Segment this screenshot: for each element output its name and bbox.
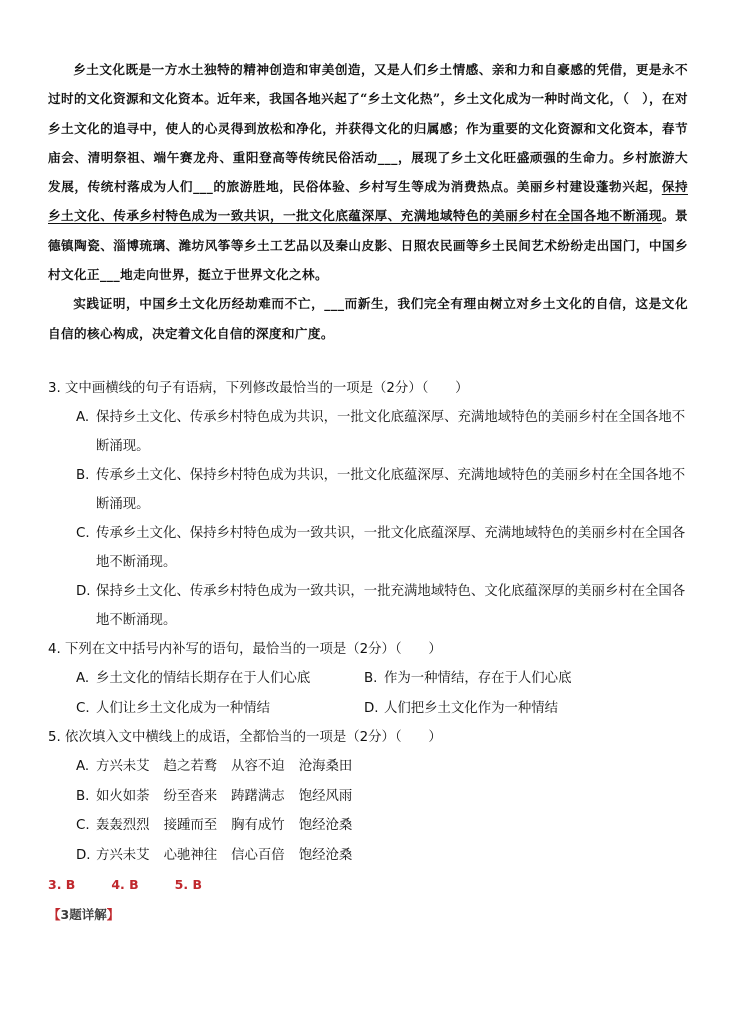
passage-paragraph-1: 乡土文化既是一方水土独特的精神创造和审美创造，又是人们乡土情感、亲和力和自豪感的凭借，更是永不过时的文化资源和文化资本。近年来，我国各地兴起了“乡土文化热”，乡土文化成为一种时尚文化，（ ），在对乡土文化的追寻中，使人的心灵得到放松和净化，并获得文化的归属感；作为重要的文化资源和文化资本，春节庙会、清明祭祖、端午赛龙舟、重阳登高等传统民俗活动___，展现了乡土文化旺盛顽强的生命力。乡村旅游大发展，传统村落成为人们___的旅游胜地，民俗体验、乡村写生等成为消费热点。美丽乡村建设蓬勃兴起，保持乡土文化、传承乡村特色成为一致共识，一批文化底蕴深厚、充满地域特色的美丽乡村在全国各地不断涌现。景德镇陶瓷、淄博琉璃、潍坊风筝等乡土工艺品以及秦山皮影、日照农民画等乡土民间艺术纷纷走出国门，中国乡村文化正___地走向世界，挺立于世界文化之林。 — [48, 62, 688, 283]
question-3-option-c: C. 传承乡土文化、保持乡村特色成为一致共识，一批文化底蕴深厚、充满地域特色的美丽乡村在全国各地不断涌现。 — [76, 526, 686, 570]
answer-key — [48, 877, 238, 892]
answer-3: 3. B — [48, 877, 76, 892]
question-4-row-2 — [48, 694, 688, 724]
answer-5: 5. B — [174, 877, 202, 892]
answer-4: 4. B — [111, 877, 139, 892]
passage-paragraph-2: 实践证明，中国乡土文化历经劫难而不亡，___而新生，我们完全有理由树立对乡土文化的自信，这是文化自信的核心构成，决定着文化自信的深度和广度。 — [48, 296, 688, 341]
detail-heading: 【3题详解】 — [48, 907, 120, 922]
blank-1: ___ — [377, 149, 398, 165]
question-5-stem: 5. 依次填入文中横线上的成语，全都恰当的一项是（2分）（ ） — [48, 730, 442, 745]
question-4-option-a: A. 乡土文化的情结长期存在于人们心底 — [76, 671, 311, 686]
questions — [48, 374, 688, 870]
question-4-row-1 — [48, 664, 688, 694]
question-5-option-a: A. 方兴未艾 趋之若鹜 从容不迫 沧海桑田 — [76, 759, 353, 774]
question-5-option-d: D. 方兴未艾 心驰神往 信心百倍 饱经沧桑 — [76, 847, 353, 863]
question-5-option-c: C. 轰轰烈烈 接踵而至 胸有成竹 饱经沧桑 — [76, 818, 353, 833]
question-4-option-c: C. 人们让乡土文化成为一种情结 — [76, 700, 271, 716]
question-4-stem: 4. 下列在文中括号内补写的语句，最恰当的一项是（2分）（ ） — [48, 642, 442, 657]
question-3-option-d: D. 保持乡土文化、传承乡村特色成为一致共识，一批充满地域特色、文化底蕴深厚的美丽乡村在全国各地不断涌现。 — [76, 584, 686, 628]
question-4-option-d: D. 人们把乡土文化作为一种情结 — [364, 700, 559, 716]
reading-passage — [48, 55, 688, 348]
blank-4: ___ — [324, 296, 345, 312]
question-3-option-b: B. 传承乡土文化、保持乡村特色成为共识，一批文化底蕴深厚、充满地域特色的美丽乡村在全国各地不断涌现。 — [76, 468, 686, 512]
underlined-sentence: 保持乡土文化、传承乡村特色成为一致共识，一批文化底蕴深厚、充满地域特色的美丽乡村在全国各地不断涌现 — [48, 179, 688, 224]
blank-2: ___ — [193, 179, 214, 195]
question-4-option-b: B. 作为一种情结，存在于人们心底 — [364, 671, 572, 686]
question-3-option-a: A. 保持乡土文化、传承乡村特色成为共识，一批文化底蕴深厚、充满地域特色的美丽乡村在全国各地不断涌现。 — [76, 410, 686, 454]
question-5-option-b: B. 如火如荼 纷至沓来 踌躇满志 饱经风雨 — [76, 788, 353, 804]
question-3-stem: 3. 文中画横线的句子有语病，下列修改最恰当的一项是（2分）（ ） — [48, 381, 469, 396]
blank-3: ___ — [99, 267, 121, 283]
